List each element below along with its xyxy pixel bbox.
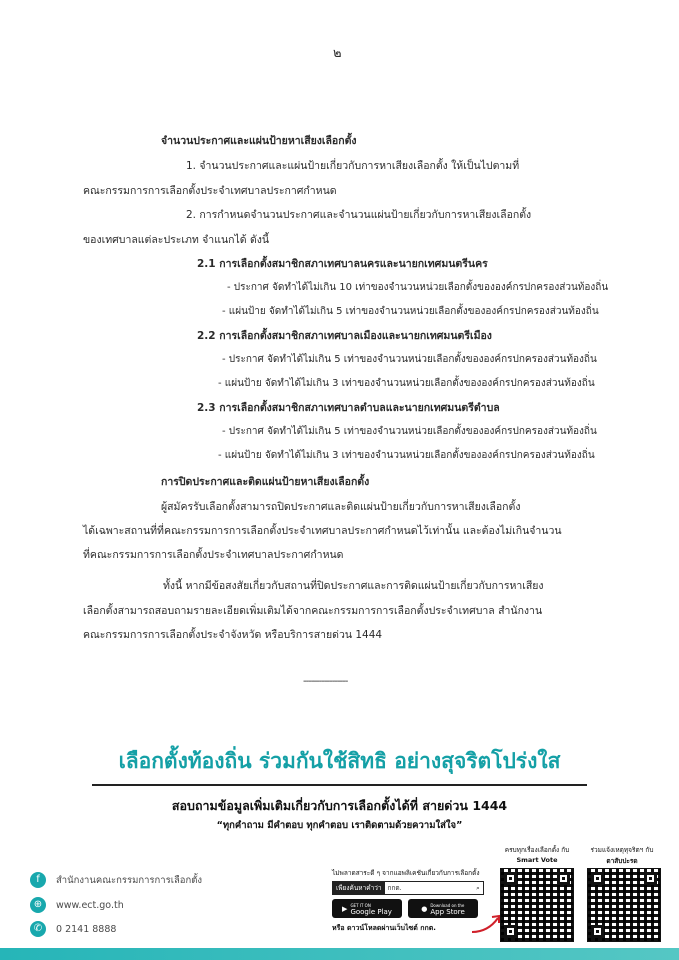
section2-p2-line2: เลือกตั้งสามารถสอบถามรายละเอียดเพิ่มเติมได้จากคณะกรรมการการเลือกตั้งประจำเทศบาล สำนักงาน <box>83 605 543 617</box>
subsection-title-2: 2.2 การเลือกตั้งสมาชิกสภาเทศบาลเมืองและนายกเทศมนตรีเมือง <box>197 330 492 342</box>
contact-website[interactable] <box>30 897 124 913</box>
subsection-sign-3: - แผ่นป้าย จัดทำได้ไม่เกิน 3 เท่าของจำนวนหน่วยเลือกตั้งขององค์กรปกครองส่วนท้องถิ่น <box>218 450 595 461</box>
section1-p2-line2: ของเทศบาลแต่ละประเภท จำแนกได้ ดังนี้ <box>83 234 270 246</box>
section1-p1-line1: 1. จำนวนประกาศและแผ่นป้ายเกี่ยวกับการหาเสียงเลือกตั้ง ให้เป็นไปตามที่ <box>186 160 520 172</box>
section2-heading: การปิดประกาศและติดแผ่นป้ายหาเสียงเลือกตั้ง <box>161 476 370 488</box>
contact-facebook[interactable] <box>30 872 202 888</box>
separator: ----------------- <box>303 676 348 687</box>
page-number: ๒ <box>333 46 342 61</box>
section2-p1-line2: ได้เฉพาะสถานที่ที่คณะกรรมการการเลือกตั้งประจำเทศบาลประกาศกำหนดไว้เท่านั้น และต้องไม่เกินจำนวน <box>83 525 562 537</box>
subsection-notice-2: - ประกาศ จัดทำได้ไม่เกิน 5 เท่าของจำนวนหน่วยเลือกตั้งขององค์กรปกครองส่วนท้องถิ่น <box>222 354 597 365</box>
app-title: ไม่พลาดสาระดี ๆ จากแอพลิเคชันเกี่ยวกับการเลือกตั้ง <box>332 869 480 877</box>
globe-icon: ⊕ <box>30 897 46 913</box>
search-value: กกต. <box>387 884 402 892</box>
subsection-notice-1: - ประกาศ จัดทำได้ไม่เกิน 10 เท่าของจำนวนหน่วยเลือกตั้งขององค์กรปกครองส่วนท้องถิ่น <box>227 282 609 293</box>
subsection-sign-1: - แผ่นป้าย จัดทำได้ไม่เกิน 5 เท่าของจำนวนหน่วยเลือกตั้งขององค์กรปกครองส่วนท้องถิ่น <box>222 306 599 317</box>
hotline-text: สอบถามข้อมูลเพิ่มเติมเกี่ยวกับการเลือกตั้งได้ที่ สายด่วน 1444 <box>171 798 508 813</box>
tagline-quote: “ทุกคำถาม มีคำตอบ ทุกคำตอบ เราติดตามด้วยความใส่ใจ” <box>216 820 463 831</box>
footer-bar <box>0 948 679 960</box>
search-label: เพียงค้นหาคำว่า <box>333 882 385 894</box>
app-store-label: App Store <box>430 907 465 916</box>
app-store-small: Download on the <box>430 902 465 908</box>
app-download-panel <box>332 868 482 935</box>
contact-facebook-text: สำนักงานคณะกรรมการการเลือกตั้ง <box>56 874 203 886</box>
subsection-title-3: 2.3 การเลือกตั้งสมาชิกสภาเทศบาลตำบลและนายกเทศมนตรีตำบล <box>197 402 500 414</box>
contact-phone-text: 0 2141 8888 <box>56 923 117 935</box>
divider <box>92 784 587 786</box>
qr1-caption2: Smart Vote <box>516 856 558 864</box>
arrow-icon <box>470 910 504 936</box>
phone-icon: ✆ <box>30 921 46 937</box>
search-icon: ⌕ <box>476 883 480 892</box>
section1-p2-line1: 2. การกำหนดจำนวนประกาศและจำนวนแผ่นป้ายเกี่ยวกับการหาเสียงเลือกตั้ง <box>186 209 532 221</box>
google-play-label: Google Play <box>350 907 392 916</box>
smart-vote-qr-code[interactable] <box>500 868 574 942</box>
subsection-title-1: 2.1 การเลือกตั้งสมาชิกสภาเทศบาลนครและนายกเทศมนตรีนคร <box>197 258 488 270</box>
play-icon: ▶ <box>342 904 348 913</box>
subsection-sign-2: - แผ่นป้าย จัดทำได้ไม่เกิน 3 เท่าของจำนวนหน่วยเลือกตั้งขององค์กรปกครองส่วนท้องถิ่น <box>218 378 595 389</box>
app-search-box <box>332 881 484 895</box>
app-store-button[interactable] <box>408 899 478 918</box>
qr2-caption1: ร่วมแจ้งเหตุทุจริตฯ กับ <box>590 846 654 854</box>
section2-p2-line3: คณะกรรมการการเลือกตั้งประจำจังหวัด หรือบริการสายด่วน 1444 <box>83 629 383 641</box>
contact-phone[interactable] <box>30 921 116 937</box>
slogan: เลือกตั้งท้องถิ่น ร่วมกันใช้สิทธิ อย่างสุจริตโปร่งใส <box>118 749 561 773</box>
qr1-caption1: ครบทุกเรื่องเลือกตั้ง กับ <box>504 846 570 854</box>
tasapparod-qr-code[interactable] <box>587 868 661 942</box>
google-play-button[interactable] <box>332 899 402 918</box>
download-website-text: หรือ ดาวน์โหลดผ่านเว็บไซต์ กกต. <box>332 924 436 932</box>
section1-heading: จำนวนประกาศและแผ่นป้ายหาเสียงเลือกตั้ง <box>161 135 357 147</box>
contact-website-text: www.ect.go.th <box>56 899 124 911</box>
subsection-notice-3: - ประกาศ จัดทำได้ไม่เกิน 5 เท่าของจำนวนหน่วยเลือกตั้งขององค์กรปกครองส่วนท้องถิ่น <box>222 426 597 437</box>
apple-icon: ● <box>421 904 428 913</box>
section2-p1-line3: ที่คณะกรรมการการเลือกตั้งประจำเทศบาลประกาศกำหนด <box>83 549 344 561</box>
qr2-caption2: ตาสับปะรด <box>606 857 638 865</box>
facebook-icon: f <box>30 872 46 888</box>
section2-p2-line1: ทั้งนี้ หากมีข้อสงสัยเกี่ยวกับสถานที่ปิดประกาศและการติดแผ่นป้ายเกี่ยวกับการหาเสียง <box>163 580 544 592</box>
google-play-small: GET IT ON <box>350 902 371 908</box>
section2-p1-line1: ผู้สมัครรับเลือกตั้งสามารถปิดประกาศและติดแผ่นป้ายเกี่ยวกับการหาเสียงเลือกตั้ง <box>161 501 521 513</box>
section1-p1-line2: คณะกรรมการการเลือกตั้งประจำเทศบาลประกาศกำหนด <box>83 185 337 197</box>
